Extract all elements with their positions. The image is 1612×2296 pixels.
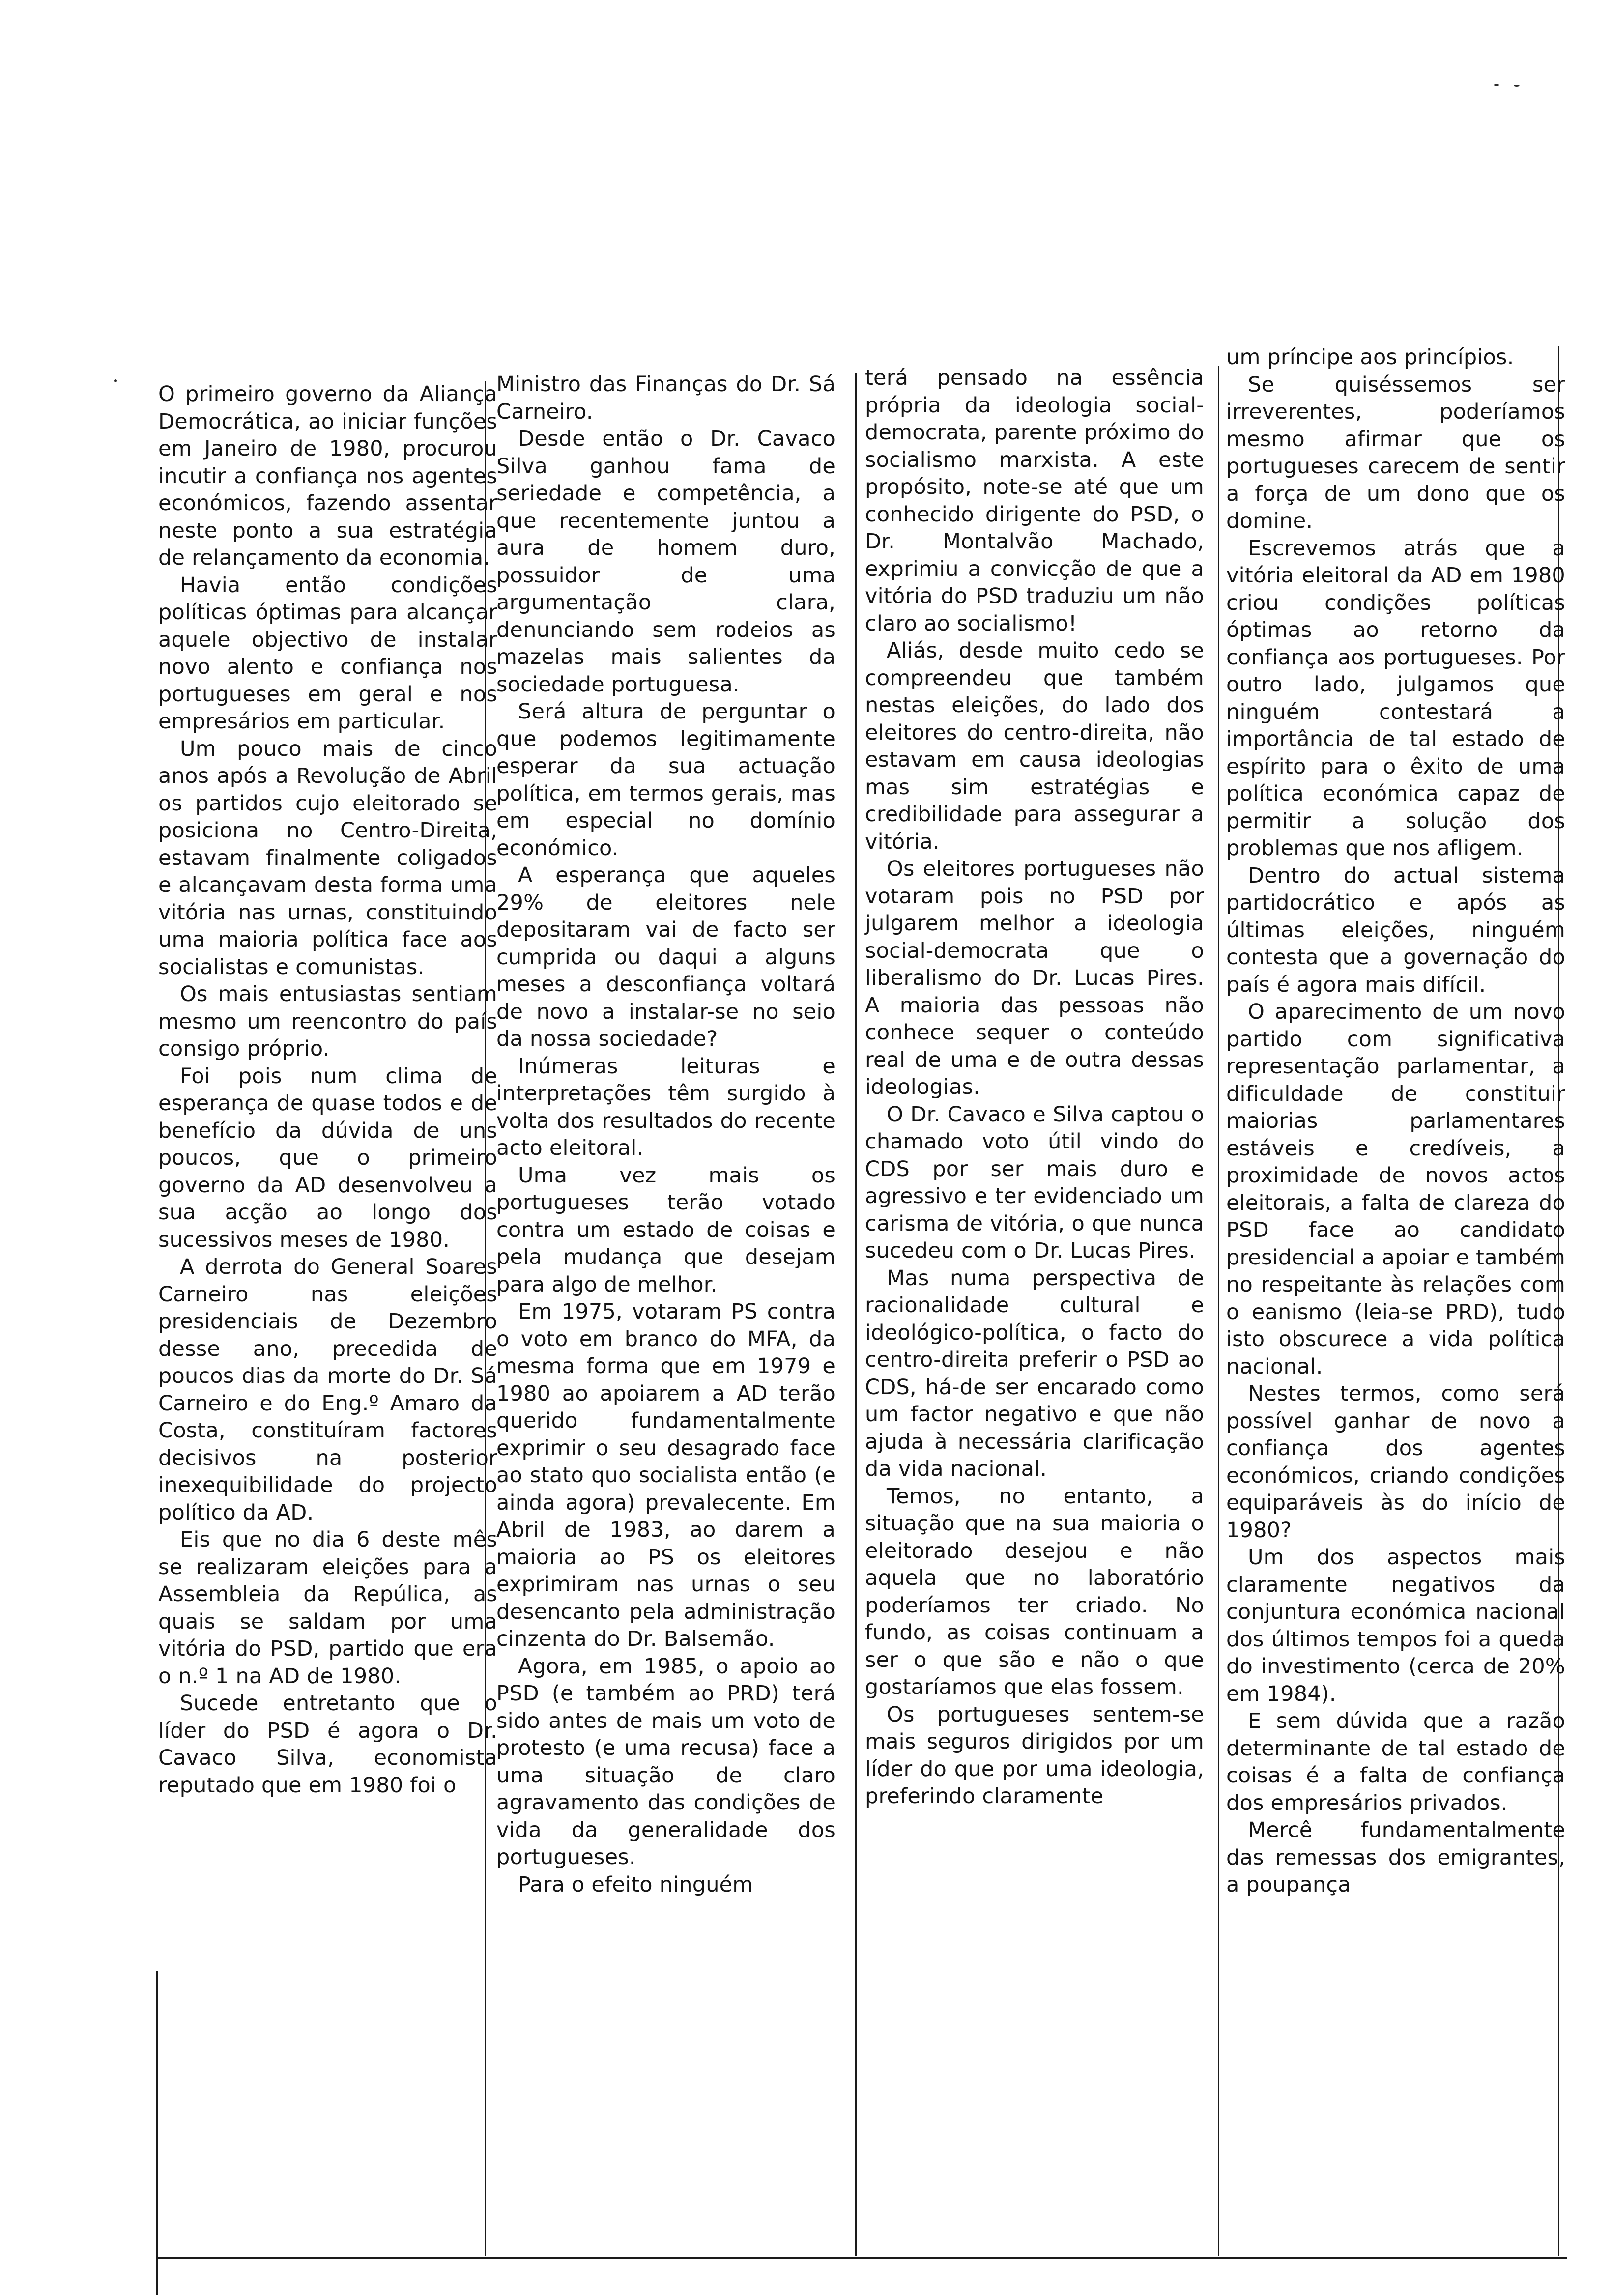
paragraph: Escrevemos atrás que a vitória eleitoral da AD em 1980 criou condições políticas óptimas ao retorno da confiança aos portugueses. Por outro lado, julgamos que ninguém contestará a importância de tal estado de espírito para o êxito de uma política económica capaz de permitir a solução dos problemas que nos afligem. — [1226, 536, 1565, 861]
paragraph: Sucede entretanto que o líder do PSD é agora o Dr. Cavaco Silva, economista reputado que em 1980 foi o — [158, 1691, 497, 1798]
column-rule-5 — [156, 1971, 158, 2295]
paragraph: Aliás, desde muito cedo se compreendeu que também nestas eleições, do lado dos eleitores do centro-direita, não estavam em causa ideologias mas sim estratégias e credibilidade para assegurar a vitória. — [865, 638, 1204, 854]
paragraph: Para o efeito ninguém — [518, 1872, 753, 1897]
article-column-3 — [865, 365, 1204, 1810]
paragraph: Um dos aspectos mais claramente negativos da conjuntura económica nacional dos últimos tempos foi a queda do investimento (cerca de 20% em 1984). — [1226, 1545, 1565, 1706]
paragraph: Agora, em 1985, o apoio ao PSD (e também ao PRD) terá sido antes de mais um voto de protesto (e uma recusa) face a uma situação de claro agravamento das condições de vida da generalidade dos portugueses. — [496, 1654, 835, 1869]
paragraph: O Dr. Cavaco e Silva captou o chamado voto útil vindo do CDS por ser mais duro e agressivo e ter evidenciado um carisma de vitória, o que nunca sucedeu com o Dr. Lucas Pires. — [865, 1102, 1204, 1263]
paragraph: Ministro das Finanças do Dr. Sá Carneiro. — [496, 372, 835, 424]
article-column-4 — [1226, 344, 1565, 1899]
scan-speck — [1494, 84, 1499, 86]
paragraph: terá pensado na essência própria da ideologia social-democrata, parente próximo do socialismo marxista. A este propósito, note-se até que um conhecido dirigente do PSD, o Dr. Montalvão Machado, exprimiu a convicção de que a vitória do PSD traduziu um não claro ao socialismo! — [865, 366, 1204, 636]
paragraph: Desde então o Dr. Cavaco Silva ganhou fama de seriedade e competência, a que recentemente juntou a aura de homem duro, possuidor de uma argumentação clara, denunciando sem rodeios as mazelas mais salientes da sociedade portuguesa. — [496, 427, 835, 697]
paragraph: Nestes termos, como será possível ganhar de novo a confiança dos agentes económicos, criando condições equiparáveis às do início de 1980? — [1226, 1381, 1565, 1543]
paragraph: O aparecimento de um novo partido com significativa representação parlamentar, a dificuldade de constituir maiorias parlamentares estáveis e credíveis, a proximidade de novos actos eleitorais, a falta de clareza do PSD face ao candidato presidencial a apoiar e também no respeitante às relações com o eanismo (leia-se PRD), tudo isto obscurece a vida política nacional. — [1226, 1000, 1565, 1379]
article-column-2 — [496, 371, 835, 1898]
paragraph: Inúmeras leituras e interpretações têm surgido à volta dos resultados do recente acto eleitoral. — [496, 1054, 835, 1160]
paragraph: A esperança que aqueles 29% de eleitores nele depositaram vai de facto ser cumprida ou daqui a alguns meses a desconfiança voltará de novo a instalar-se no seio da nossa sociedade? — [496, 863, 835, 1051]
paragraph: Os mais entusiastas sentiam mesmo um reencontro do país consigo próprio. — [158, 982, 497, 1061]
paragraph: Em 1975, votaram PS contra o voto em branco do MFA, da mesma forma que em 1979 e 1980 ao apoiarem a AD terão querido fundamentalmente exprimir o seu desagrado face ao stato quo socialista então (e ainda agora) prevalecente. Em Abril de 1983, ao darem a maioria ao PS os eleitores exprimiram nas urnas o seu desencanto pela administração cinzenta do Dr. Balsemão. — [496, 1299, 835, 1651]
paragraph: Havia então condições políticas óptimas para alcançar aquele objectivo de instalar novo alento e confiança nos portugueses em geral e nos empresários em particular. — [158, 573, 497, 734]
paragraph: Os eleitores portugueses não votaram pois no PSD por julgarem melhor a ideologia social-democrata que o liberalismo do Dr. Lucas Pires. A maioria das pessoas não conhece sequer o conteúdo real de uma e de outra dessas ideologias. — [865, 857, 1204, 1099]
scan-speck — [114, 379, 117, 382]
paragraph: O primeiro governo da Aliança Democrática, ao iniciar funções em Janeiro de 1980, procurou incutir a confiança nos agentes económicos, fazendo assentar neste ponto a sua estratégia de relançamento da economia. — [158, 382, 497, 570]
paragraph: Se quiséssemos ser irreverentes, poderíamos mesmo afirmar que os portugueses carecem de sentir a força de um dono que os domine. — [1226, 372, 1565, 533]
paragraph: A derrota do General Soares Carneiro nas eleições presidenciais de Dezembro desse ano, precedida de poucos dias da morte do Dr. Sá Carneiro e do Eng.º Amaro da Costa, constituíram factores decisivos na posterior inexequibilidade do projecto político da AD. — [158, 1255, 497, 1525]
scan-speck — [1514, 85, 1520, 87]
bottom-rule — [156, 2257, 1567, 2259]
paragraph: Mas numa perspectiva de racionalidade cultural e ideológico-política, o facto do centro-direita preferir o PSD ao CDS, há-de ser encarado como um factor negativo e que não ajuda à necessária clarificação da vida nacional. — [865, 1265, 1204, 1481]
paragraph: Mercê fundamentalmente das remessas dos emigrantes, a poupança — [1226, 1818, 1565, 1897]
paragraph: Os portugueses sentem-se mais seguros dirigidos por um líder do que por uma ideologia, preferindo claramente — [865, 1702, 1204, 1808]
paragraph: Um pouco mais de cinco anos após a Revolução de Abril os partidos cujo eleitorado se posiciona no Centro-Direita, estavam finalmente coligados e alcançavam desta forma uma vitória nas urnas, constituindo uma maioria política face aos socialistas e comunistas. — [158, 736, 497, 979]
paragraph: Eis que no dia 6 deste mês se realizaram eleições para a Assembleia da Repúlica, as quais se saldam por uma vitória do PSD, partido que era o n.º 1 na AD de 1980. — [158, 1527, 497, 1689]
paragraph: Uma vez mais os portugueses terão votado contra um estado de coisas e pela mudança que desejam para algo de melhor. — [496, 1163, 835, 1297]
paragraph: Será altura de perguntar o que podemos legitimamente esperar da sua actuação política, em termos gerais, mas em especial no domínio económico. — [496, 699, 835, 861]
article-column-1 — [158, 381, 497, 1799]
paragraph: E sem dúvida que a razão determinante de tal estado de coisas é a falta de confiança dos empresários privados. — [1226, 1709, 1565, 1815]
column-rule-2 — [855, 373, 857, 2256]
paragraph: um príncipe aos princípios. — [1226, 345, 1514, 370]
paragraph: Temos, no entanto, a situação que na sua maioria o eleitorado desejou e não aquela que no laboratório poderíamos ter criado. No fundo, as coisas continuam a ser o que são e não o que gostaríamos que elas fossem. — [865, 1484, 1204, 1699]
paragraph: Foi pois num clima de esperança de quase todos e de benefício da dúvida de uns poucos, que o primeiro governo da AD desenvolveu a sua acção ao longo dos sucessivos meses de 1980. — [158, 1063, 497, 1252]
column-rule-3 — [1218, 366, 1219, 2256]
paragraph: Dentro do actual sistema partidocrático e após as últimas eleições, ninguém contesta que a governação do país é agora mais difícil. — [1226, 863, 1565, 997]
